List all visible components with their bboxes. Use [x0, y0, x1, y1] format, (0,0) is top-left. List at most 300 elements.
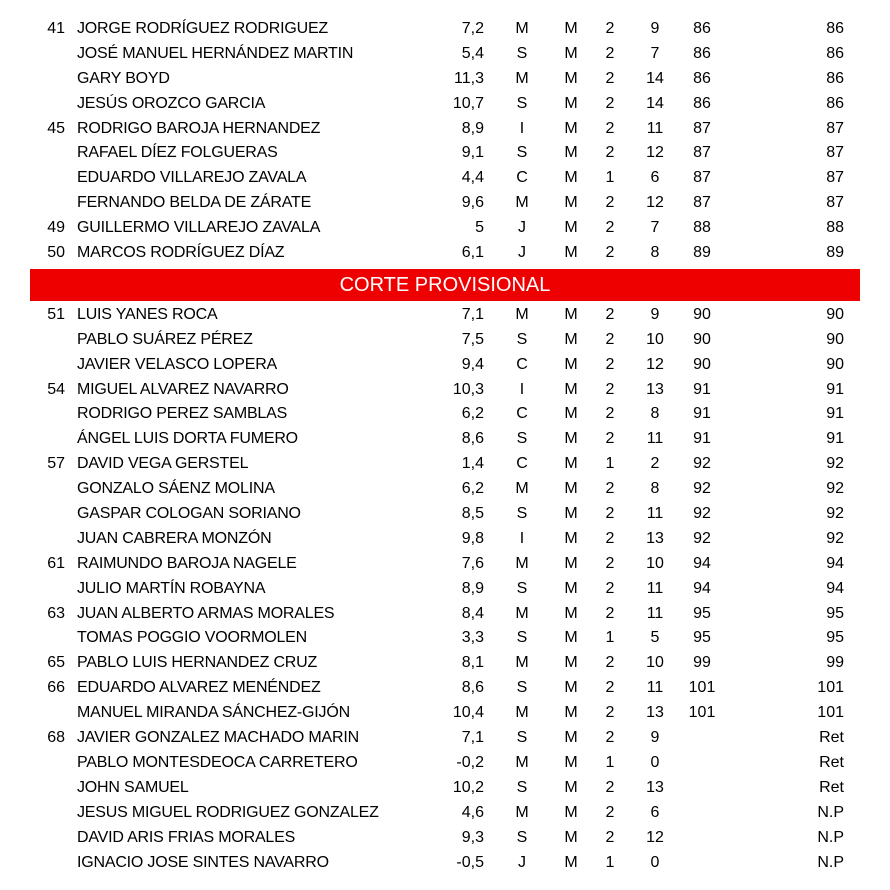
points-cell: 11	[646, 505, 664, 523]
handicap-cell: 8,6	[461, 430, 484, 448]
result-cell: 87	[826, 144, 844, 162]
player-name-cell: JAVIER GONZALEZ MACHADO MARIN	[77, 729, 359, 747]
points-cell: 11	[646, 119, 664, 137]
result-cell: Ret	[819, 753, 844, 771]
position-cell: 49	[47, 219, 65, 237]
player-name-cell: JUAN ALBERTO ARMAS MORALES	[77, 604, 335, 622]
gender-cell: M	[564, 853, 578, 871]
gender-cell: M	[564, 554, 578, 572]
result-cell: 92	[826, 455, 844, 473]
result-cell: 87	[826, 119, 844, 137]
player-name-cell: DAVID VEGA GERSTEL	[77, 455, 249, 473]
category-cell: M	[515, 20, 529, 37]
table-row	[0, 241, 890, 266]
points-cell: 9	[650, 305, 660, 323]
results-table	[0, 17, 890, 875]
gender-cell: M	[564, 20, 578, 37]
total-cell: 86	[693, 69, 711, 87]
gender-cell: M	[564, 94, 578, 112]
gender-cell: M	[564, 405, 578, 423]
total-cell: 87	[693, 119, 711, 137]
player-name-cell: RAFAEL DÍEZ FOLGUERAS	[77, 144, 278, 162]
player-name-cell: JESUS MIGUEL RODRIGUEZ GONZALEZ	[77, 803, 379, 821]
rounds-cell: 2	[605, 554, 615, 572]
cut-line-banner: CORTE PROVISIONAL	[30, 269, 860, 301]
points-cell: 13	[646, 529, 664, 547]
rounds-cell: 2	[605, 380, 615, 398]
points-cell: 12	[646, 194, 664, 212]
player-name-cell: RODRIGO PEREZ SAMBLAS	[77, 405, 288, 423]
gender-cell: M	[564, 654, 578, 672]
table-row	[0, 402, 890, 427]
position-cell: 57	[47, 455, 65, 473]
rounds-cell: 2	[605, 244, 615, 262]
category-cell: M	[515, 704, 529, 722]
result-cell: 87	[826, 169, 844, 187]
table-row	[0, 67, 890, 92]
total-cell: 86	[693, 20, 711, 37]
handicap-cell: 9,6	[461, 194, 484, 212]
total-cell: 90	[693, 305, 711, 323]
gender-cell: M	[564, 778, 578, 796]
handicap-cell: 7,6	[461, 554, 484, 572]
handicap-cell: 6,1	[461, 244, 484, 262]
category-cell: S	[516, 505, 528, 523]
result-cell: 95	[826, 629, 844, 647]
gender-cell: M	[564, 69, 578, 87]
total-cell: 99	[693, 654, 711, 672]
result-cell: 99	[826, 654, 844, 672]
points-cell: 8	[650, 480, 660, 498]
table-row	[0, 676, 890, 701]
table-row	[0, 651, 890, 676]
handicap-cell: 7,2	[461, 20, 484, 37]
total-cell: 91	[693, 380, 711, 398]
rounds-cell: 2	[605, 778, 615, 796]
total-cell: 89	[693, 244, 711, 262]
handicap-cell: 8,4	[461, 604, 484, 622]
gender-cell: M	[564, 119, 578, 137]
points-cell: 0	[650, 853, 660, 871]
player-name-cell: DAVID ARIS FRIAS MORALES	[77, 828, 296, 846]
rounds-cell: 2	[605, 20, 615, 37]
category-cell: S	[516, 44, 528, 62]
player-name-cell: RODRIGO BAROJA HERNANDEZ	[77, 119, 321, 137]
total-cell: 95	[693, 629, 711, 647]
result-cell: 92	[826, 505, 844, 523]
gender-cell: M	[564, 330, 578, 348]
result-cell: 88	[826, 219, 844, 237]
points-cell: 7	[650, 44, 660, 62]
player-name-cell: EDUARDO ALVAREZ MENÉNDEZ	[77, 679, 321, 697]
category-cell: C	[516, 405, 528, 423]
points-cell: 13	[646, 704, 664, 722]
result-cell: N.P	[817, 853, 844, 871]
table-row	[0, 851, 890, 876]
gender-cell: M	[564, 169, 578, 187]
player-name-cell: LUIS YANES ROCA	[77, 305, 218, 323]
category-cell: M	[515, 654, 529, 672]
category-cell: M	[515, 803, 529, 821]
rounds-cell: 2	[605, 144, 615, 162]
position-cell: 45	[47, 119, 65, 137]
handicap-cell: 5,4	[461, 44, 484, 62]
points-cell: 11	[646, 579, 664, 597]
result-cell: 90	[826, 330, 844, 348]
player-name-cell: GONZALO SÁENZ MOLINA	[77, 480, 275, 498]
gender-cell: M	[564, 629, 578, 647]
gender-cell: M	[564, 430, 578, 448]
total-cell: 90	[693, 330, 711, 348]
table-row	[0, 427, 890, 452]
gender-cell: M	[564, 380, 578, 398]
points-cell: 14	[646, 69, 664, 87]
handicap-cell: 10,4	[452, 704, 484, 722]
handicap-cell: -0,2	[456, 753, 484, 771]
result-cell: 86	[826, 69, 844, 87]
total-cell: 87	[693, 194, 711, 212]
points-cell: 10	[646, 330, 664, 348]
gender-cell: M	[564, 244, 578, 262]
points-cell: 9	[650, 20, 660, 37]
player-name-cell: GASPAR COLOGAN SORIANO	[77, 505, 301, 523]
total-cell: 90	[693, 355, 711, 373]
table-row	[0, 216, 890, 241]
position-cell: 61	[47, 554, 65, 572]
rounds-cell: 1	[605, 753, 615, 771]
player-name-cell: JOSÉ MANUEL HERNÁNDEZ MARTIN	[77, 44, 354, 62]
points-cell: 7	[650, 219, 660, 237]
handicap-cell: 6,2	[461, 405, 484, 423]
points-cell: 12	[646, 828, 664, 846]
points-cell: 10	[646, 654, 664, 672]
player-name-cell: PABLO SUÁREZ PÉREZ	[77, 330, 253, 348]
category-cell: M	[515, 554, 529, 572]
category-cell: M	[515, 305, 529, 323]
result-cell: 101	[817, 679, 844, 697]
table-row	[0, 552, 890, 577]
player-name-cell: JUAN CABRERA MONZÓN	[77, 529, 272, 547]
handicap-cell: 8,5	[461, 505, 484, 523]
points-cell: 13	[646, 778, 664, 796]
category-cell: S	[516, 579, 528, 597]
table-row	[0, 17, 890, 42]
category-cell: M	[515, 480, 529, 498]
rounds-cell: 2	[605, 355, 615, 373]
points-cell: 12	[646, 355, 664, 373]
category-cell: M	[515, 604, 529, 622]
points-cell: 11	[646, 679, 664, 697]
category-cell: S	[516, 430, 528, 448]
handicap-cell: 8,9	[461, 579, 484, 597]
rounds-cell: 2	[605, 119, 615, 137]
player-name-cell: MIGUEL ALVAREZ NAVARRO	[77, 380, 289, 398]
rows-after-cut	[0, 303, 890, 875]
category-cell: S	[516, 729, 528, 747]
player-name-cell: IGNACIO JOSE SINTES NAVARRO	[77, 853, 329, 871]
result-cell: 91	[826, 430, 844, 448]
category-cell: C	[516, 169, 528, 187]
handicap-cell: 4,4	[461, 169, 484, 187]
points-cell: 12	[646, 144, 664, 162]
rounds-cell: 2	[605, 44, 615, 62]
rounds-cell: 2	[605, 430, 615, 448]
gender-cell: M	[564, 604, 578, 622]
handicap-cell: 7,1	[461, 305, 484, 323]
player-name-cell: FERNANDO BELDA DE ZÁRATE	[77, 194, 312, 212]
player-name-cell: MANUEL MIRANDA SÁNCHEZ-GIJÓN	[77, 704, 350, 722]
table-row	[0, 602, 890, 627]
rounds-cell: 2	[605, 69, 615, 87]
rounds-cell: 2	[605, 704, 615, 722]
table-row	[0, 92, 890, 117]
category-cell: M	[515, 194, 529, 212]
position-cell: 54	[47, 380, 65, 398]
position-cell: 50	[47, 244, 65, 262]
handicap-cell: 11,3	[454, 69, 484, 87]
table-row	[0, 117, 890, 142]
result-cell: 95	[826, 604, 844, 622]
category-cell: C	[516, 355, 528, 373]
rounds-cell: 1	[605, 853, 615, 871]
result-cell: 86	[826, 44, 844, 62]
points-cell: 11	[646, 430, 664, 448]
points-cell: 14	[646, 94, 664, 112]
category-cell: I	[519, 529, 525, 547]
handicap-cell: 10,7	[452, 94, 484, 112]
category-cell: J	[518, 853, 526, 871]
gender-cell: M	[564, 194, 578, 212]
rounds-cell: 2	[605, 194, 615, 212]
table-row	[0, 378, 890, 403]
table-row	[0, 452, 890, 477]
table-row	[0, 801, 890, 826]
handicap-cell: 3,3	[461, 629, 484, 647]
category-cell: C	[516, 455, 528, 473]
rounds-cell: 2	[605, 405, 615, 423]
result-cell: 94	[826, 579, 844, 597]
handicap-cell: 10,3	[452, 380, 484, 398]
result-cell: 94	[826, 554, 844, 572]
player-name-cell: JULIO MARTÍN ROBAYNA	[77, 579, 266, 597]
handicap-cell: 9,3	[461, 828, 484, 846]
rounds-cell: 2	[605, 828, 615, 846]
gender-cell: M	[564, 480, 578, 498]
points-cell: 5	[650, 629, 660, 647]
gender-cell: M	[564, 679, 578, 697]
rounds-cell: 2	[605, 803, 615, 821]
total-cell: 94	[693, 579, 711, 597]
gender-cell: M	[564, 455, 578, 473]
table-row	[0, 626, 890, 651]
handicap-cell: 7,5	[461, 330, 484, 348]
rounds-cell: 2	[605, 505, 615, 523]
position-cell: 68	[47, 729, 65, 747]
points-cell: 6	[650, 803, 660, 821]
gender-cell: M	[564, 505, 578, 523]
total-cell: 92	[693, 455, 711, 473]
category-cell: M	[515, 753, 529, 771]
total-cell: 92	[693, 505, 711, 523]
total-cell: 86	[693, 44, 711, 62]
player-name-cell: JORGE RODRÍGUEZ RODRIGUEZ	[77, 20, 329, 37]
handicap-cell: 1,4	[461, 455, 484, 473]
total-cell: 95	[693, 604, 711, 622]
rounds-cell: 2	[605, 305, 615, 323]
rounds-cell: 2	[605, 654, 615, 672]
rounds-cell: 2	[605, 94, 615, 112]
category-cell: S	[516, 679, 528, 697]
category-cell: J	[518, 219, 526, 237]
handicap-cell: 5	[475, 219, 484, 237]
result-cell: 86	[826, 94, 844, 112]
category-cell: I	[519, 380, 525, 398]
points-cell: 2	[650, 455, 660, 473]
result-cell: 92	[826, 529, 844, 547]
result-cell: 91	[826, 405, 844, 423]
total-cell: 101	[688, 704, 716, 722]
total-cell: 91	[693, 405, 711, 423]
category-cell: S	[516, 778, 528, 796]
table-row	[0, 577, 890, 602]
result-cell: 87	[826, 194, 844, 212]
result-cell: 101	[817, 704, 844, 722]
result-cell: 91	[826, 380, 844, 398]
cut-line-row	[0, 269, 890, 301]
points-cell: 6	[650, 169, 660, 187]
total-cell: 87	[693, 169, 711, 187]
player-name-cell: GUILLERMO VILLAREJO ZAVALA	[77, 219, 321, 237]
total-cell: 92	[693, 480, 711, 498]
player-name-cell: PABLO MONTESDEOCA CARRETERO	[77, 753, 358, 771]
handicap-cell: 8,6	[461, 679, 484, 697]
total-cell: 88	[693, 219, 711, 237]
handicap-cell: 9,4	[461, 355, 484, 373]
gender-cell: M	[564, 579, 578, 597]
rounds-cell: 2	[605, 679, 615, 697]
gender-cell: M	[564, 704, 578, 722]
rounds-cell: 1	[605, 629, 615, 647]
handicap-cell: 10,2	[452, 778, 484, 796]
result-cell: N.P	[817, 828, 844, 846]
player-name-cell: ÁNGEL LUIS DORTA FUMERO	[77, 430, 298, 448]
result-cell: 90	[826, 305, 844, 323]
rounds-cell: 2	[605, 579, 615, 597]
category-cell: S	[516, 94, 528, 112]
player-name-cell: JAVIER VELASCO LOPERA	[77, 355, 278, 373]
total-cell: 91	[693, 430, 711, 448]
points-cell: 0	[650, 753, 660, 771]
rounds-cell: 2	[605, 480, 615, 498]
total-cell: 92	[693, 529, 711, 547]
table-row	[0, 477, 890, 502]
points-cell: 8	[650, 244, 660, 262]
result-cell: Ret	[819, 729, 844, 747]
table-row	[0, 527, 890, 552]
result-cell: N.P	[817, 803, 844, 821]
handicap-cell: 8,1	[461, 654, 484, 672]
gender-cell: M	[564, 729, 578, 747]
points-cell: 8	[650, 405, 660, 423]
table-row	[0, 42, 890, 67]
table-row	[0, 776, 890, 801]
table-row	[0, 141, 890, 166]
total-cell: 87	[693, 144, 711, 162]
rounds-cell: 1	[605, 169, 615, 187]
table-row	[0, 353, 890, 378]
gender-cell: M	[564, 219, 578, 237]
table-row	[0, 328, 890, 353]
points-cell: 10	[646, 554, 664, 572]
gender-cell: M	[564, 355, 578, 373]
position-cell: 51	[47, 305, 65, 323]
table-row	[0, 701, 890, 726]
player-name-cell: MARCOS RODRÍGUEZ DÍAZ	[77, 244, 285, 262]
gender-cell: M	[564, 305, 578, 323]
gender-cell: M	[564, 44, 578, 62]
category-cell: S	[516, 828, 528, 846]
handicap-cell: 4,6	[461, 803, 484, 821]
points-cell: 11	[646, 604, 664, 622]
category-cell: S	[516, 144, 528, 162]
table-row	[0, 826, 890, 851]
position-cell: 65	[47, 654, 65, 672]
gender-cell: M	[564, 753, 578, 771]
rounds-cell: 2	[605, 729, 615, 747]
rounds-cell: 2	[605, 330, 615, 348]
result-cell: 89	[826, 244, 844, 262]
player-name-cell: GARY BOYD	[77, 69, 170, 87]
gender-cell: M	[564, 529, 578, 547]
table-row	[0, 502, 890, 527]
player-name-cell: RAIMUNDO BAROJA NAGELE	[77, 554, 297, 572]
handicap-cell: 9,8	[461, 529, 484, 547]
position-cell: 66	[47, 679, 65, 697]
table-row	[0, 303, 890, 328]
table-row	[0, 726, 890, 751]
handicap-cell: 7,1	[461, 729, 484, 747]
category-cell: M	[515, 69, 529, 87]
position-cell: 41	[47, 20, 65, 37]
rounds-cell: 1	[605, 455, 615, 473]
table-row	[0, 751, 890, 776]
rounds-cell: 2	[605, 604, 615, 622]
rounds-cell: 2	[605, 219, 615, 237]
category-cell: S	[516, 629, 528, 647]
points-cell: 9	[650, 729, 660, 747]
total-cell: 86	[693, 94, 711, 112]
category-cell: I	[519, 119, 525, 137]
points-cell: 13	[646, 380, 664, 398]
result-cell: 90	[826, 355, 844, 373]
rows-before-cut	[0, 17, 890, 266]
total-cell: 101	[688, 679, 716, 697]
result-cell: Ret	[819, 778, 844, 796]
table-row	[0, 166, 890, 191]
gender-cell: M	[564, 803, 578, 821]
total-cell: 94	[693, 554, 711, 572]
player-name-cell: JOHN SAMUEL	[77, 778, 189, 796]
gender-cell: M	[564, 828, 578, 846]
result-cell: 86	[826, 20, 844, 37]
rounds-cell: 2	[605, 529, 615, 547]
player-name-cell: JESÚS OROZCO GARCIA	[77, 94, 266, 112]
table-row	[0, 191, 890, 216]
player-name-cell: TOMAS POGGIO VOORMOLEN	[77, 629, 308, 647]
player-name-cell: EDUARDO VILLAREJO ZAVALA	[77, 169, 307, 187]
category-cell: S	[516, 330, 528, 348]
handicap-cell: -0,5	[456, 853, 484, 871]
